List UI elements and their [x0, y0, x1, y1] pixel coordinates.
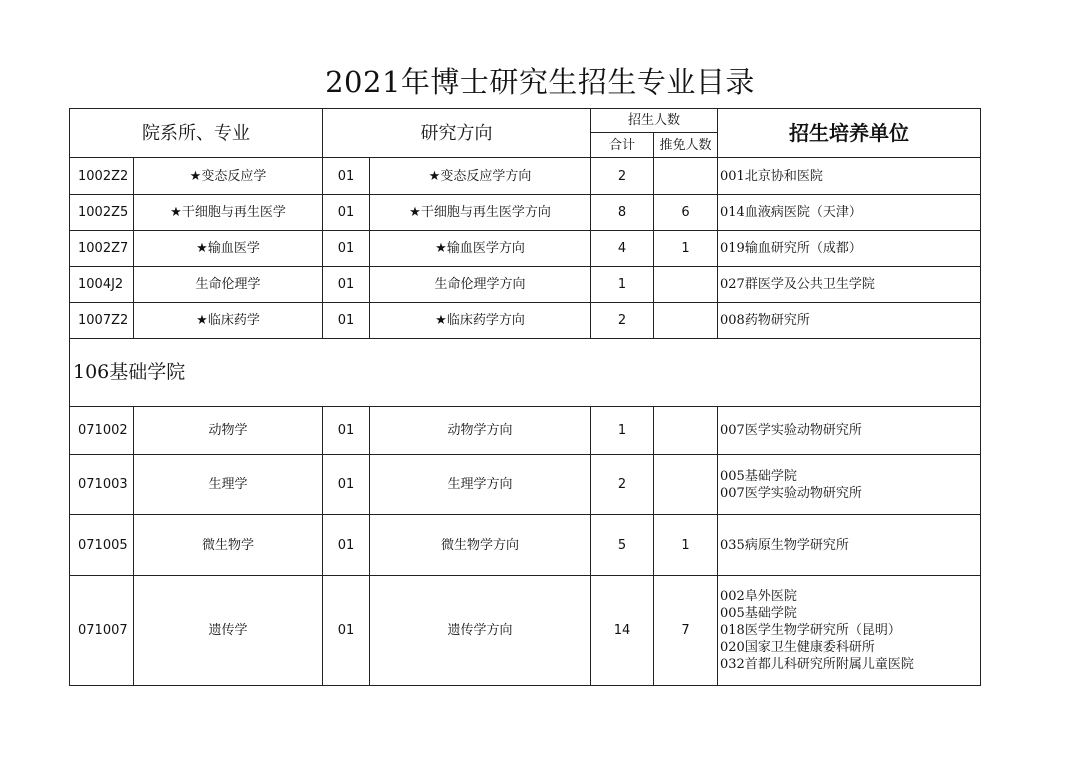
- training-units: [718, 267, 981, 303]
- exempt-count: 1: [654, 231, 718, 267]
- major-name: 遗传学: [134, 576, 323, 686]
- exempt-count: [654, 407, 718, 455]
- major-code: 1004J2: [70, 267, 134, 303]
- major-code: 071005: [70, 515, 134, 576]
- direction-name: 动物学方向: [370, 407, 591, 455]
- direction-code: 01: [323, 231, 370, 267]
- table-row: [70, 576, 981, 686]
- exempt-count: 7: [654, 576, 718, 686]
- direction-name: 遗传学方向: [370, 576, 591, 686]
- training-unit: 019输血研究所（成都）: [720, 241, 862, 256]
- direction-code: 01: [323, 303, 370, 339]
- direction-code: 01: [323, 455, 370, 515]
- major-code: 071002: [70, 407, 134, 455]
- enroll-total: 2: [591, 303, 654, 339]
- exempt-count: [654, 303, 718, 339]
- training-unit: 005基础学院: [720, 606, 797, 621]
- direction-name: ★输血医学方向: [370, 231, 591, 267]
- header-unit: 招生培养单位: [718, 109, 981, 158]
- training-unit: 007医学实验动物研究所: [720, 485, 862, 501]
- major-name: ★临床药学: [134, 303, 323, 339]
- section-row: [70, 339, 981, 407]
- training-units: [718, 515, 981, 576]
- direction-name: ★变态反应学方向: [370, 158, 591, 195]
- exempt-count: [654, 455, 718, 515]
- major-name: 动物学: [134, 407, 323, 455]
- training-unit: 007医学实验动物研究所: [720, 423, 862, 438]
- direction-code: 01: [323, 576, 370, 686]
- training-unit: 032首都儿科研究所附属儿童医院: [720, 657, 914, 672]
- major-code: 071007: [70, 576, 134, 686]
- page-title: 2021年博士研究生招生专业目录: [325, 65, 755, 99]
- training-unit: 002阜外医院: [720, 589, 797, 604]
- table-row: [70, 195, 981, 231]
- major-code: 1002Z7: [70, 231, 134, 267]
- training-unit: 035病原生物学研究所: [720, 537, 849, 553]
- exempt-count: 1: [654, 515, 718, 576]
- major-code: 071003: [70, 455, 134, 515]
- enroll-total: 14: [591, 576, 654, 686]
- direction-code: 01: [323, 407, 370, 455]
- table-row: [70, 407, 981, 455]
- training-unit: 001北京协和医院: [720, 168, 823, 184]
- direction-name: 生命伦理学方向: [370, 267, 591, 303]
- major-name: 微生物学: [134, 515, 323, 576]
- training-unit: 018医学生物学研究所（昆明）: [720, 623, 901, 638]
- direction-code: 01: [323, 158, 370, 195]
- direction-code: 01: [323, 267, 370, 303]
- header-row: [70, 109, 981, 133]
- catalog-table: [69, 108, 981, 686]
- header-enroll-count: 招生人数: [591, 109, 718, 133]
- major-name: 生命伦理学: [134, 267, 323, 303]
- header-total: 合计: [591, 133, 654, 158]
- training-unit: 005基础学院: [720, 468, 797, 484]
- major-name: ★输血医学: [134, 231, 323, 267]
- major-name: 生理学: [134, 455, 323, 515]
- training-units: [718, 407, 981, 455]
- direction-name: ★临床药学方向: [370, 303, 591, 339]
- table-row: [70, 303, 981, 339]
- major-name: ★变态反应学: [134, 158, 323, 195]
- major-code: 1007Z2: [70, 303, 134, 339]
- table-row: [70, 231, 981, 267]
- section-title: 106基础学院: [70, 339, 981, 407]
- training-unit: 008药物研究所: [720, 313, 810, 328]
- direction-code: 01: [323, 515, 370, 576]
- table-row: [70, 158, 981, 195]
- enroll-total: 2: [591, 158, 654, 195]
- exempt-count: [654, 267, 718, 303]
- direction-code: 01: [323, 195, 370, 231]
- table-row: [70, 267, 981, 303]
- header-dept-major: 院系所、专业: [70, 109, 323, 158]
- training-units: [718, 231, 981, 267]
- direction-name: ★干细胞与再生医学方向: [370, 195, 591, 231]
- header-exempt: 推免人数: [654, 133, 718, 158]
- header-direction: 研究方向: [323, 109, 591, 158]
- enroll-total: 8: [591, 195, 654, 231]
- direction-name: 生理学方向: [370, 455, 591, 515]
- enroll-total: 5: [591, 515, 654, 576]
- enroll-total: 1: [591, 267, 654, 303]
- direction-name: 微生物学方向: [370, 515, 591, 576]
- major-code: 1002Z2: [70, 158, 134, 195]
- training-unit: 020国家卫生健康委科研所: [720, 640, 875, 655]
- training-units: [718, 455, 981, 515]
- enroll-total: 2: [591, 455, 654, 515]
- enroll-total: 1: [591, 407, 654, 455]
- enroll-total: 4: [591, 231, 654, 267]
- training-units: [718, 195, 981, 231]
- major-code: 1002Z5: [70, 195, 134, 231]
- table-row: [70, 515, 981, 576]
- table-row: [70, 455, 981, 515]
- training-units: [718, 303, 981, 339]
- training-unit: 027群医学及公共卫生学院: [720, 277, 875, 292]
- training-units: [718, 158, 981, 195]
- exempt-count: [654, 158, 718, 195]
- training-units: [718, 576, 981, 686]
- major-name: ★干细胞与再生医学: [134, 195, 323, 231]
- training-unit: 014血液病医院（天津）: [720, 205, 862, 220]
- exempt-count: 6: [654, 195, 718, 231]
